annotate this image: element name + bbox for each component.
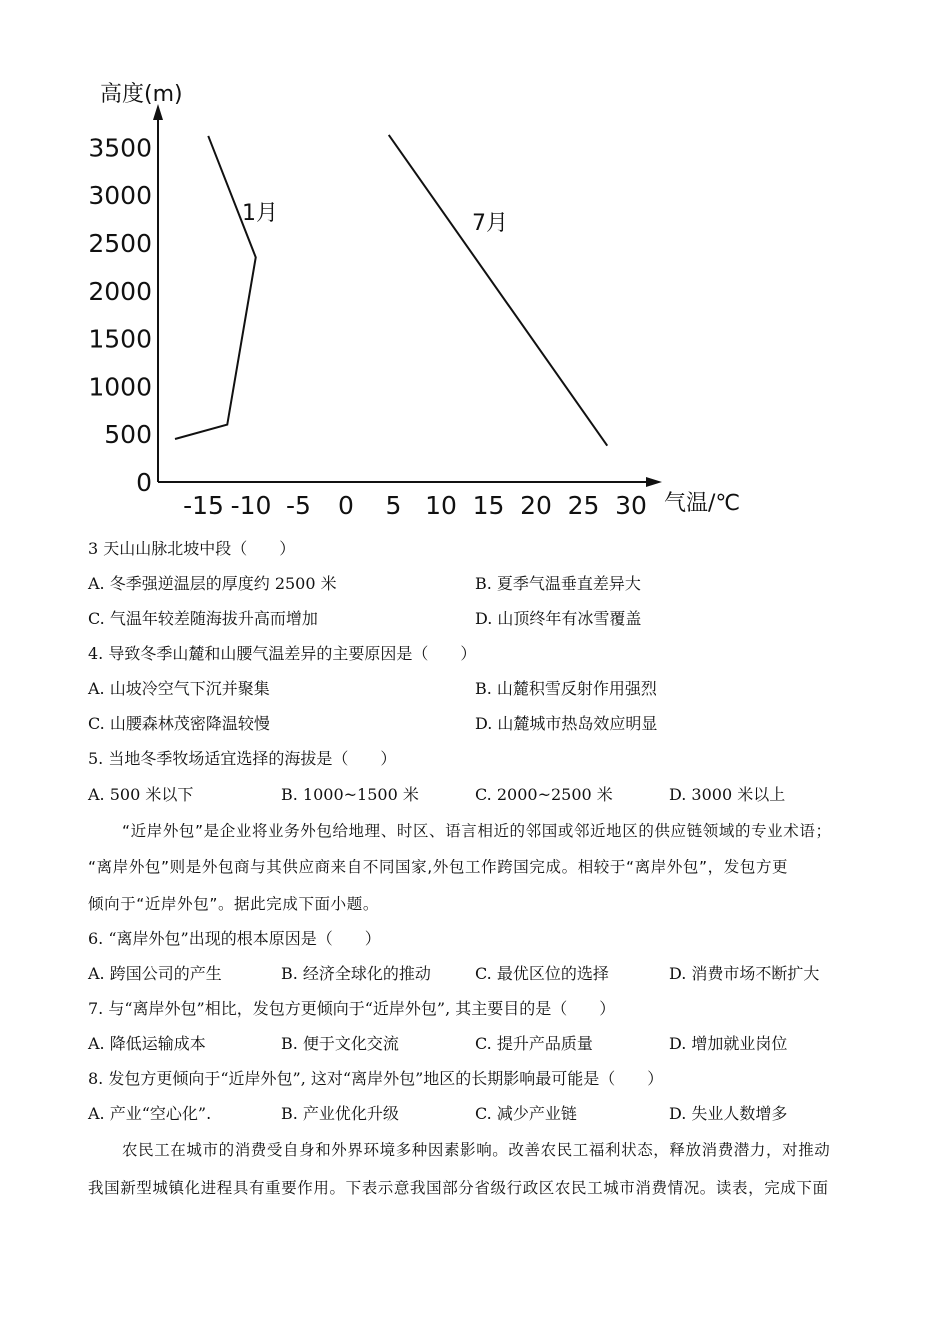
q6-option-b[interactable]: B. 经济全球化的推动: [281, 964, 431, 983]
q4-option-b[interactable]: B. 山麓积雪反射作用强烈: [475, 679, 657, 698]
q3-option-c[interactable]: C. 气温年较差随海拔升高而增加: [88, 609, 318, 628]
q7-option-c[interactable]: C. 提升产品质量: [475, 1034, 593, 1053]
series-line-january: [175, 136, 256, 439]
q7-option-a[interactable]: A. 降低运输成本: [88, 1034, 206, 1053]
question-8-stem: 8. 发包方更倾向于“近岸外包”, 这对“离岸外包”地区的长期影响最可能是（ ）: [88, 1069, 664, 1088]
passage-2-line-2: 我国新型城镇化进程具有重要作用。下表示意我国部分省级行政区农民工城市消费情况。读表，完成下面: [88, 1179, 829, 1197]
passage-1-line-2: “离岸外包”则是外包商与其供应商来自不同国家,外包工作跨国完成。相较于“离岸外包”，发包方更: [88, 858, 789, 876]
series-label: 1月: [242, 201, 278, 226]
x-tick-label: 0: [338, 491, 354, 520]
x-tick-label: 25: [567, 491, 600, 520]
q6-option-d[interactable]: D. 消费市场不断扩大: [669, 964, 820, 983]
passage-2-line-1: 农民工在城市的消费受自身和外界环境多种因素影响。改善农民工福利状态，释放消费潜力，对推动: [122, 1141, 831, 1159]
q3-option-d[interactable]: D. 山顶终年有冰雪覆盖: [475, 609, 642, 628]
q8-option-d[interactable]: D. 失业人数增多: [669, 1104, 788, 1123]
question-6-stem: 6. “离岸外包”出现的根本原因是（ ）: [88, 929, 381, 948]
y-tick-label: 500: [104, 420, 152, 450]
temperature-altitude-chart: [0, 0, 950, 530]
x-tick-label: -15: [183, 491, 224, 520]
q8-option-c[interactable]: C. 减少产业链: [475, 1104, 577, 1123]
q5-option-d[interactable]: D. 3000 米以上: [669, 785, 786, 804]
x-tick-labels: [183, 491, 647, 520]
y-tick-label: 1000: [88, 372, 152, 402]
q4-option-a[interactable]: A. 山坡冷空气下沉并聚集: [88, 679, 270, 698]
q7-option-b[interactable]: B. 便于文化交流: [281, 1034, 399, 1053]
chart-series: [175, 135, 607, 446]
q3-option-b[interactable]: B. 夏季气温垂直差异大: [475, 574, 641, 593]
question-4-stem: 4. 导致冬季山麓和山腰气温差异的主要原因是（ ）: [88, 644, 477, 663]
q6-option-c[interactable]: C. 最优区位的选择: [475, 964, 609, 983]
y-tick-label: 0: [136, 468, 152, 497]
y-tick-labels: [88, 133, 152, 497]
y-axis-label: 高度(m): [100, 82, 183, 107]
x-tick-label: 10: [425, 491, 457, 520]
y-tick-label: 2000: [88, 276, 152, 306]
y-tick-label: 2500: [88, 229, 152, 258]
q4-option-c[interactable]: C. 山腰森林茂密降温较慢: [88, 714, 270, 733]
q8-option-b[interactable]: B. 产业优化升级: [281, 1104, 399, 1123]
q3-option-a[interactable]: A. 冬季强逆温层的厚度约 2500 米: [88, 574, 337, 593]
q7-option-d[interactable]: D. 增加就业岗位: [669, 1034, 788, 1053]
y-tick-label: 1500: [88, 324, 152, 354]
passage-1-line-1: “近岸外包”是企业将业务外包给地理、时区、语言相近的邻国或邻近地区的供应链领域的专业术语；: [122, 822, 832, 840]
series-line-july: [389, 135, 608, 446]
x-axis-arrow: [646, 477, 662, 487]
question-3-stem: 3 天山山脉北坡中段（ ）: [88, 539, 296, 558]
q5-option-c[interactable]: C. 2000~2500 米: [475, 785, 613, 804]
x-tick-label: -10: [230, 491, 272, 520]
y-tick-label: 3000: [88, 181, 152, 211]
question-7-stem: 7. 与“离岸外包”相比，发包方更倾向于“近岸外包”, 其主要目的是（ ）: [88, 999, 616, 1018]
passage-1-line-3: 倾向于“近岸外包”。据此完成下面小题。: [88, 895, 379, 913]
x-tick-label: 20: [520, 491, 552, 520]
q5-option-a[interactable]: A. 500 米以下: [88, 785, 194, 804]
q8-option-a[interactable]: A. 产业“空心化”.: [88, 1104, 212, 1123]
series-label: 7月: [472, 211, 508, 236]
q4-option-d[interactable]: D. 山麓城市热岛效应明显: [475, 714, 658, 733]
x-tick-label: -5: [286, 491, 311, 520]
q6-option-a[interactable]: A. 跨国公司的产生: [88, 964, 222, 983]
x-tick-label: 5: [385, 491, 402, 520]
question-5-stem: 5. 当地冬季牧场适宜选择的海拔是（ ）: [88, 749, 397, 768]
q5-option-b[interactable]: B. 1000~1500 米: [281, 785, 419, 804]
x-tick-label: 15: [472, 491, 505, 520]
x-axis-label: 气温/℃: [664, 491, 741, 516]
y-tick-label: 3500: [88, 133, 152, 163]
x-tick-label: 30: [615, 491, 647, 520]
